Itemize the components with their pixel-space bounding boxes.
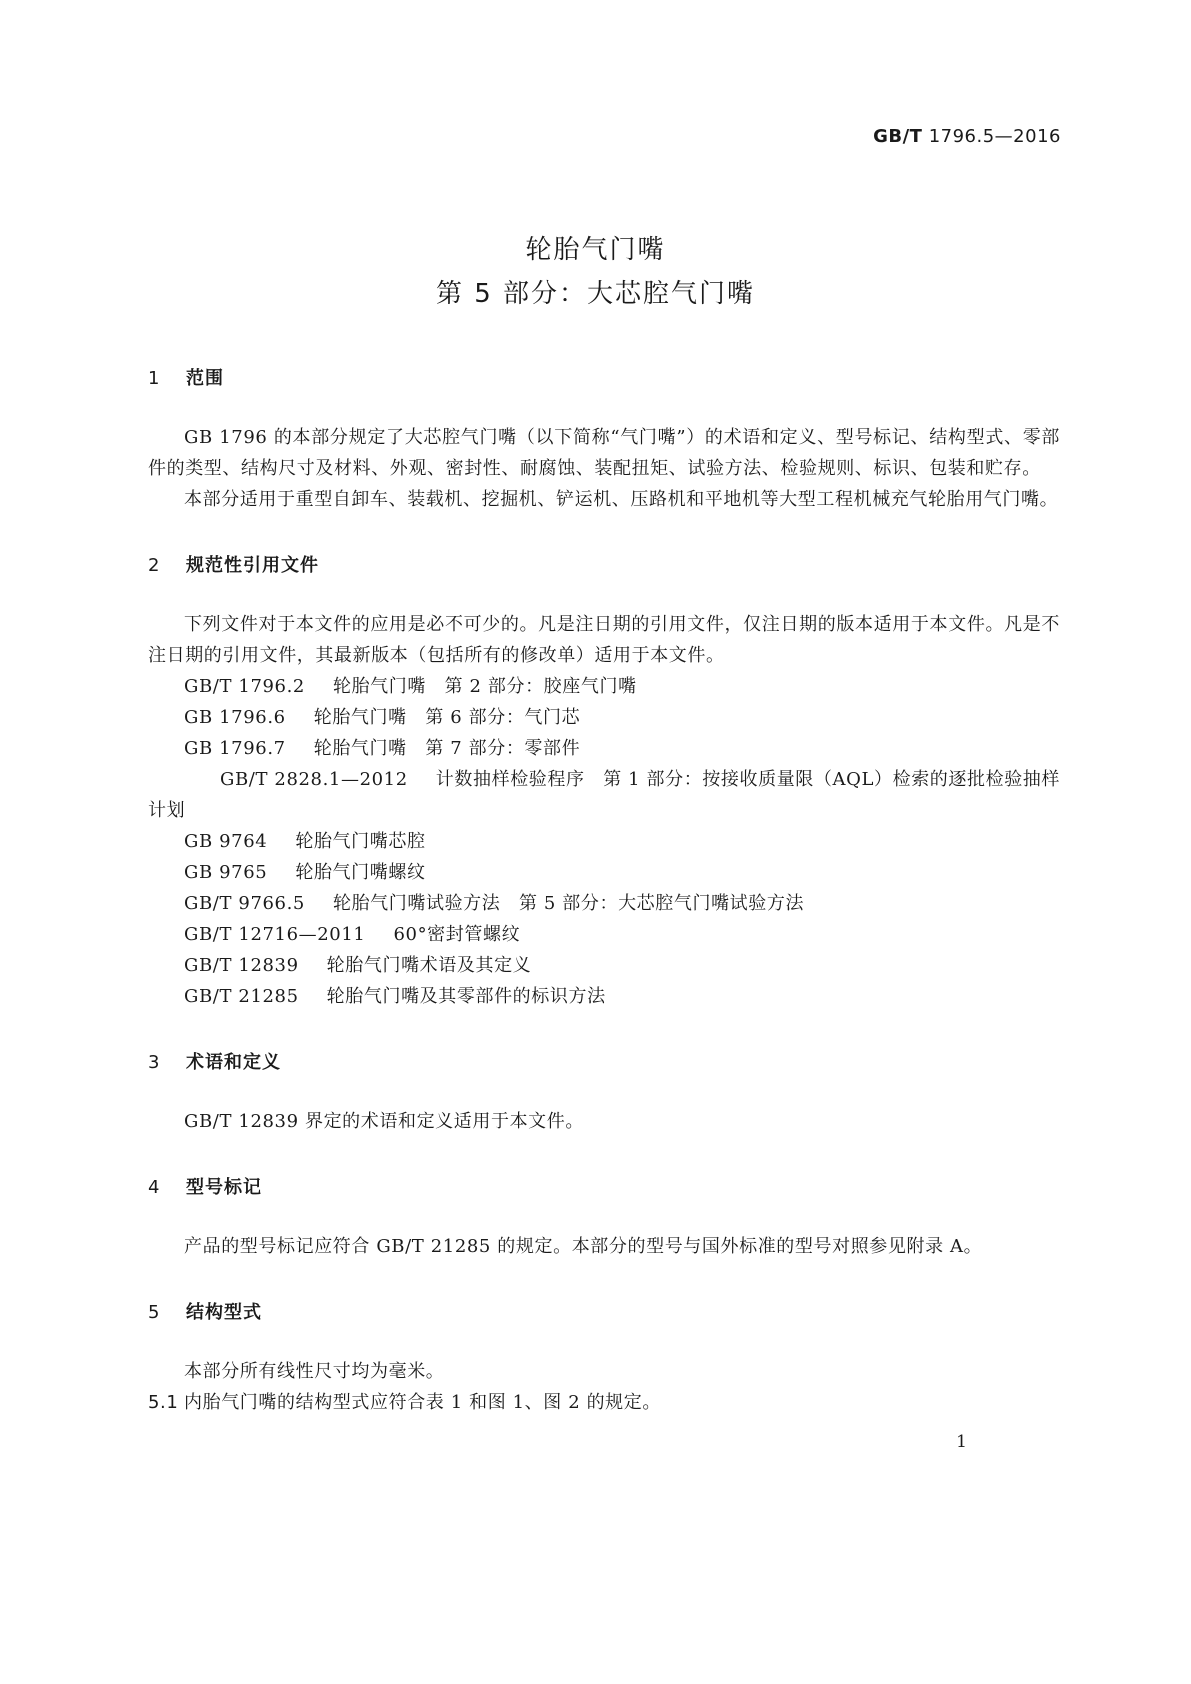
document-body	[148, 364, 1060, 1418]
reference-item	[148, 826, 1060, 857]
standard-number	[873, 126, 1061, 147]
reference-code: GB/T 12716—2011	[184, 924, 366, 945]
reference-code: GB/T 2828.1—2012	[220, 769, 408, 790]
reference-title: 轮胎气门嘴 第 2 部分：胶座气门嘴	[332, 676, 637, 697]
scope-paragraph-1: GB 1796 的本部分规定了大芯腔气门嘴（以下简称“气门嘴”）的术语和定义、型号标记、结构型式、零部件的类型、结构尺寸及材料、外观、密封性、耐腐蚀、装配扭矩、试验方法、检验规则、标识、包装和贮存。	[148, 427, 1060, 479]
reference-item	[148, 857, 1060, 888]
reference-title: 计数抽样检验程序 第 1 部分：按接收质量限（AQL）检索的逐批检验抽样计划	[148, 769, 1060, 821]
reference-item	[148, 764, 1060, 826]
reference-title: 轮胎气门嘴螺纹	[295, 862, 426, 883]
reference-item	[148, 950, 1060, 981]
reference-code: GB/T 21285	[184, 986, 299, 1007]
reference-title: 轮胎气门嘴试验方法 第 5 部分：大芯腔气门嘴试验方法	[332, 893, 805, 914]
reference-item	[148, 702, 1060, 733]
reference-item	[148, 981, 1060, 1012]
reference-item	[148, 919, 1060, 950]
section-title: 型号标记	[186, 1177, 262, 1198]
reference-code: GB 1796.6	[184, 707, 286, 728]
section-number: 2	[148, 555, 161, 576]
reference-code: GB 1796.7	[184, 738, 286, 759]
reference-code: GB 9764	[184, 831, 268, 852]
terms-paragraph: GB/T 12839 界定的术语和定义适用于本文件。	[184, 1111, 584, 1132]
section-title: 术语和定义	[186, 1052, 281, 1073]
title-line-2: 第 5 部分：大芯腔气门嘴	[435, 279, 756, 309]
reference-title: 轮胎气门嘴 第 7 部分：零部件	[313, 738, 581, 759]
reference-item	[148, 888, 1060, 919]
structure-paragraph: 本部分所有线性尺寸均为毫米。	[184, 1361, 445, 1382]
section-title: 结构型式	[186, 1302, 262, 1323]
clause-number: 5.1	[148, 1392, 179, 1413]
reference-item	[148, 671, 1060, 702]
reference-code: GB/T 1796.2	[184, 676, 305, 697]
scope-paragraph-2: 本部分适用于重型自卸车、装载机、挖掘机、铲运机、压路机和平地机等大型工程机械充气轮胎用气门嘴。	[184, 489, 1059, 510]
standard-id: 1796.5—2016	[928, 126, 1061, 147]
section-title: 范围	[186, 368, 224, 389]
reference-title: 轮胎气门嘴术语及其定义	[326, 955, 532, 976]
reference-title: 60°密封管螺纹	[393, 924, 521, 945]
section-number: 1	[148, 368, 161, 389]
title-line-1: 轮胎气门嘴	[525, 235, 666, 265]
section-heading-normative-references	[148, 551, 1060, 581]
reference-title: 轮胎气门嘴 第 6 部分：气门芯	[313, 707, 581, 728]
reference-title: 轮胎气门嘴芯腔	[295, 831, 426, 852]
section-number: 5	[148, 1302, 161, 1323]
model-marking-paragraph: 产品的型号标记应符合 GB/T 21285 的规定。本部分的型号与国外标准的型号对照参见附录 A。	[184, 1236, 983, 1257]
reference-title: 轮胎气门嘴及其零部件的标识方法	[326, 986, 606, 1007]
reference-code: GB/T 9766.5	[184, 893, 305, 914]
clause-text: 内胎气门嘴的结构型式应符合表 1 和图 1、图 2 的规定。	[184, 1392, 661, 1413]
clause-5-1	[148, 1387, 1060, 1418]
reference-item	[148, 733, 1060, 764]
standard-code: GB/T	[873, 126, 923, 147]
section-title: 规范性引用文件	[186, 555, 319, 576]
section-number: 4	[148, 1177, 161, 1198]
reference-code: GB 9765	[184, 862, 268, 883]
reference-code: GB/T 12839	[184, 955, 299, 976]
section-heading-terms	[148, 1048, 1060, 1078]
section-number: 3	[148, 1052, 161, 1073]
section-heading-scope	[148, 364, 1060, 394]
section-heading-structure	[148, 1298, 1060, 1328]
page-number: 1	[956, 1432, 967, 1452]
references-intro: 下列文件对于本文件的应用是必不可少的。凡是注日期的引用文件，仅注日期的版本适用于本文件。凡是不注日期的引用文件，其最新版本（包括所有的修改单）适用于本文件。	[148, 614, 1060, 666]
document-title	[0, 228, 1191, 316]
section-heading-model-marking	[148, 1173, 1060, 1203]
